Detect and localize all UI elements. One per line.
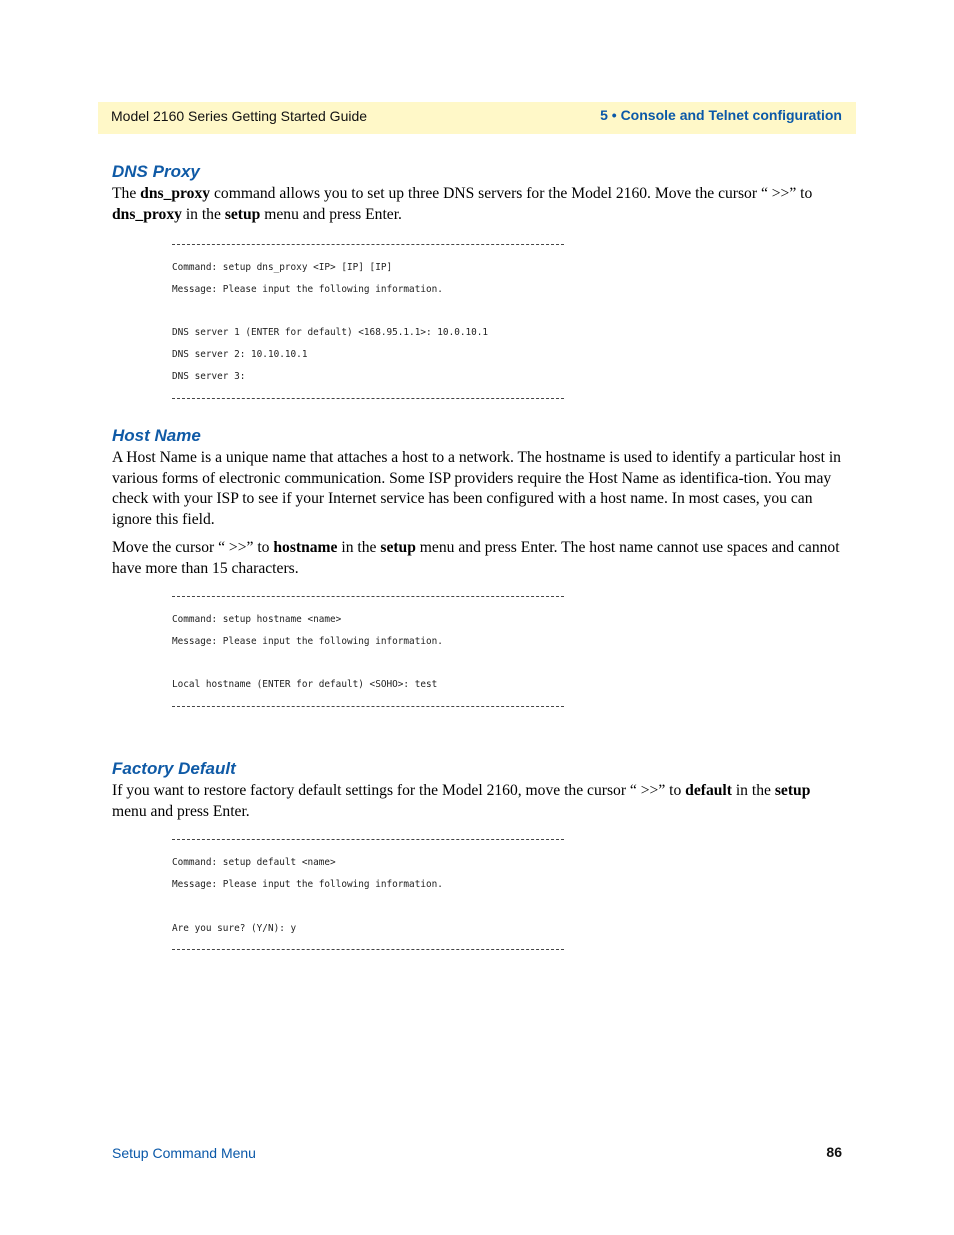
section-heading-dns-proxy: DNS Proxy bbox=[112, 162, 200, 181]
code-block-dns-proxy bbox=[172, 238, 592, 382]
code-rule bbox=[172, 244, 564, 245]
footer-section-title: Setup Command Menu bbox=[112, 1145, 256, 1161]
code-line: Local hostname (ENTER for default) <SOHO>: test bbox=[172, 679, 438, 690]
code-line: Message: Please input the following information. bbox=[172, 284, 443, 295]
paragraph-factory-default: If you want to restore factory default settings for the Model 2160, move the cursor “ >>” to default in the setup menu and press Enter. bbox=[112, 782, 811, 820]
code-rule bbox=[172, 398, 564, 399]
code-line: Message: Please input the following information. bbox=[172, 879, 443, 890]
code-rule bbox=[172, 839, 564, 840]
paragraph-host-name-instructions: Move the cursor “ >>” to hostname in the setup menu and press Enter. The host name cannot use spaces and cannot have more than 15 characters. bbox=[112, 539, 840, 577]
paragraph-host-name-intro: A Host Name is a unique name that attaches a host to a network. The hostname is used to identify a particular host in various forms of electronic communication. Some ISP providers require the Host Name as identifica-tion. You may check with your ISP to see if your Internet service has been configured with a host name. In most cases, you can ignore this field. bbox=[112, 449, 841, 528]
code-line: DNS server 2: 10.10.10.1 bbox=[172, 349, 308, 360]
code-line: Message: Please input the following information. bbox=[172, 636, 443, 647]
page-number: 86 bbox=[826, 1144, 842, 1160]
running-header bbox=[98, 102, 856, 134]
code-line: DNS server 3: bbox=[172, 371, 246, 382]
code-line: DNS server 1 (ENTER for default) <168.95.1.1>: 10.0.10.1 bbox=[172, 327, 489, 338]
section-heading-factory-default: Factory Default bbox=[112, 759, 236, 778]
code-block-factory-default bbox=[172, 833, 592, 934]
code-line: Command: setup dns_proxy <IP> [IP] [IP] bbox=[172, 262, 393, 273]
code-rule bbox=[172, 949, 564, 950]
code-block-host-name bbox=[172, 590, 592, 690]
paragraph-dns-proxy: The dns_proxy command allows you to set up three DNS servers for the Model 2160. Move the cursor “ >>” to dns_proxy in the setup menu and press Enter. bbox=[112, 185, 813, 223]
code-line: Command: setup hostname <name> bbox=[172, 614, 342, 625]
code-rule bbox=[172, 706, 564, 707]
code-rule bbox=[172, 596, 564, 597]
code-line: Are you sure? (Y/N): y bbox=[172, 923, 297, 934]
code-line: Command: setup default <name> bbox=[172, 857, 336, 868]
section-heading-host-name: Host Name bbox=[112, 426, 201, 445]
chapter-title: 5 • Console and Telnet configuration bbox=[600, 107, 842, 123]
document-title: Model 2160 Series Getting Started Guide bbox=[111, 108, 368, 124]
